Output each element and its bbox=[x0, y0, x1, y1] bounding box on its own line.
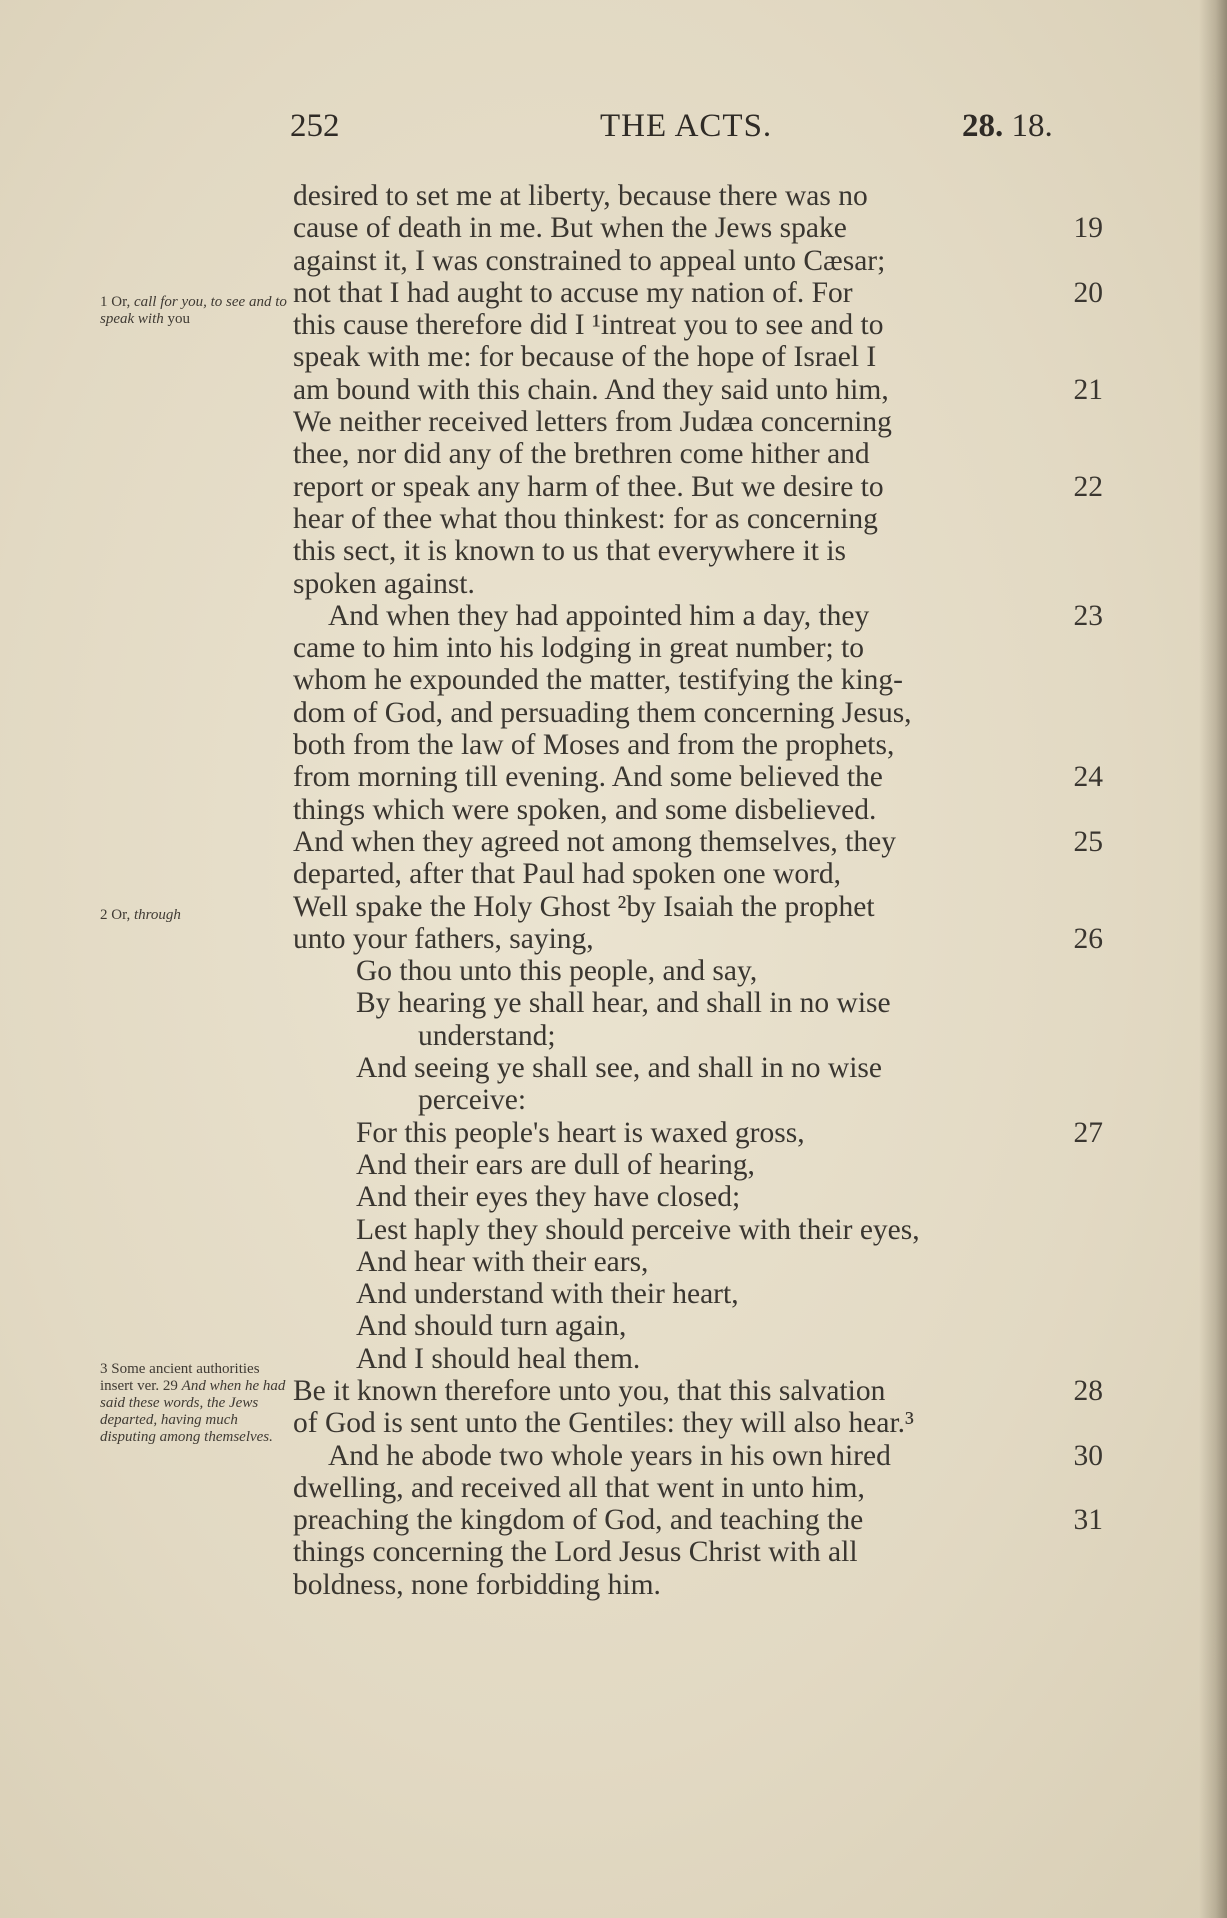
line-text: dwelling, and received all that went in unto him, bbox=[293, 1471, 865, 1504]
text-line bbox=[293, 568, 1103, 600]
line-text: And hear with their ears, bbox=[356, 1245, 649, 1278]
line-text: And he abode two whole years in his own hired bbox=[328, 1439, 891, 1472]
text-line bbox=[293, 1020, 1103, 1052]
verse-marker: 26 bbox=[1073, 922, 1103, 955]
text-line bbox=[293, 1278, 1103, 1310]
line-text: whom he expounded the matter, testifying the king- bbox=[293, 664, 903, 697]
line-text: thee, nor did any of the brethren come hither and bbox=[293, 438, 870, 471]
text-line bbox=[293, 1343, 1103, 1375]
line-text: hear of thee what thou thinkest: for as concerning bbox=[293, 502, 878, 535]
margin-note-2: 2 Or, through bbox=[100, 907, 181, 923]
text-line bbox=[293, 180, 1103, 212]
line-text: And should turn again, bbox=[356, 1310, 627, 1343]
line-text: dom of God, and persuading them concerning Jesus, bbox=[293, 696, 912, 729]
book-title: THE ACTS. bbox=[600, 108, 773, 144]
line-text: preaching the kingdom of God, and teaching the bbox=[293, 1504, 864, 1537]
line-text: this sect, it is known to us that everywhere it is bbox=[293, 535, 847, 568]
line-text: cause of death in me. But when the Jews spake bbox=[293, 212, 847, 245]
text-line bbox=[293, 1084, 1103, 1116]
verse-marker: 20 bbox=[1073, 276, 1103, 309]
text-line bbox=[293, 794, 1103, 826]
line-text: Be it known therefore unto you, that this salvation bbox=[293, 1374, 886, 1407]
verse-marker: 30 bbox=[1073, 1439, 1103, 1472]
verse-number: 18. bbox=[1011, 108, 1053, 144]
chapter-verse-ref bbox=[962, 108, 1053, 145]
text-line bbox=[293, 535, 1103, 567]
text-line bbox=[293, 1407, 1103, 1439]
line-text: Go thou unto this people, and say, bbox=[356, 955, 758, 988]
line-text: not that I had aught to accuse my nation of. For bbox=[293, 276, 853, 309]
text-line bbox=[293, 277, 1103, 309]
text-line bbox=[293, 1504, 1103, 1536]
margin-note-3: 3 Some ancient authorities insert ver. 29 And when he had said these words, the Jews departed, having much disputing among themselves. bbox=[100, 1361, 286, 1445]
text-line bbox=[293, 309, 1103, 341]
verse-marker: 31 bbox=[1073, 1504, 1103, 1537]
text-line bbox=[293, 438, 1103, 470]
line-text: desired to set me at liberty, because there was no bbox=[293, 180, 868, 212]
line-text: speak with me: for because of the hope of Israel I bbox=[293, 341, 877, 374]
text-line bbox=[293, 729, 1103, 761]
text-line bbox=[293, 632, 1103, 664]
verse-marker: 21 bbox=[1073, 373, 1103, 406]
page-edge-shadow bbox=[1199, 0, 1227, 1918]
text-line bbox=[293, 1117, 1103, 1149]
line-text: departed, after that Paul had spoken one word, bbox=[293, 858, 842, 891]
text-line bbox=[293, 374, 1103, 406]
chapter-number: 28. bbox=[962, 108, 1004, 144]
text-line bbox=[293, 1375, 1103, 1407]
text-line bbox=[293, 923, 1103, 955]
line-text: report or speak any harm of thee. But we desire to bbox=[293, 470, 884, 503]
text-line bbox=[293, 1214, 1103, 1246]
text-line bbox=[293, 1472, 1103, 1504]
text-line bbox=[293, 503, 1103, 535]
margin-note-1: 1 Or, call for you, to see and to speak with you bbox=[100, 294, 287, 327]
line-text: And when they had appointed him a day, they bbox=[328, 599, 870, 632]
text-line bbox=[293, 212, 1103, 244]
line-text: things which were spoken, and some disbelieved. bbox=[293, 793, 877, 826]
verse-marker: 27 bbox=[1073, 1116, 1103, 1149]
line-text: Lest haply they should perceive with their eyes, bbox=[356, 1213, 920, 1246]
line-text: from morning till evening. And some believed the bbox=[293, 761, 883, 794]
text-line bbox=[293, 341, 1103, 373]
line-text: boldness, none forbidding him. bbox=[293, 1568, 661, 1601]
text-line bbox=[293, 955, 1103, 987]
line-text: We neither received letters from Judæa concerning bbox=[293, 406, 892, 439]
line-text: And understand with their heart, bbox=[356, 1278, 739, 1311]
line-text: against it, I was constrained to appeal unto Cæsar; bbox=[293, 244, 886, 277]
verse-marker: 22 bbox=[1073, 470, 1103, 503]
running-header bbox=[0, 108, 1227, 148]
text-line bbox=[293, 664, 1103, 696]
line-text: understand; bbox=[418, 1019, 556, 1052]
text-line bbox=[293, 1149, 1103, 1181]
text-line bbox=[293, 1569, 1103, 1601]
line-text: And their eyes they have closed; bbox=[356, 1181, 741, 1214]
line-text: of God is sent unto the Gentiles: they will also hear.³ bbox=[293, 1407, 914, 1440]
line-text: And seeing ye shall see, and shall in no wise bbox=[356, 1052, 882, 1085]
text-line bbox=[293, 697, 1103, 729]
line-text: came to him into his lodging in great number; to bbox=[293, 632, 865, 665]
verse-marker: 19 bbox=[1073, 212, 1103, 245]
line-text: For this people's heart is waxed gross, bbox=[356, 1116, 805, 1149]
line-text: By hearing ye shall hear, and shall in no wise bbox=[356, 987, 891, 1020]
text-line bbox=[293, 987, 1103, 1019]
text-line bbox=[293, 406, 1103, 438]
text-line bbox=[293, 891, 1103, 923]
text-line bbox=[293, 1310, 1103, 1342]
line-text: am bound with this chain. And they said unto him, bbox=[293, 373, 889, 406]
main-text bbox=[293, 180, 1103, 1601]
line-text: both from the law of Moses and from the prophets, bbox=[293, 729, 895, 762]
line-text: this cause therefore did I ¹intreat you to see and to bbox=[293, 309, 884, 342]
text-line bbox=[293, 245, 1103, 277]
verse-marker: 25 bbox=[1073, 825, 1103, 858]
text-line bbox=[293, 1181, 1103, 1213]
text-line bbox=[293, 1052, 1103, 1084]
verse-marker: 24 bbox=[1073, 761, 1103, 794]
text-line bbox=[293, 1440, 1103, 1472]
text-line bbox=[293, 1536, 1103, 1568]
text-line bbox=[293, 761, 1103, 793]
page-number: 252 bbox=[290, 108, 340, 144]
line-text: things concerning the Lord Jesus Christ with all bbox=[293, 1536, 858, 1569]
text-line bbox=[293, 858, 1103, 890]
line-text: And I should heal them. bbox=[356, 1342, 641, 1375]
verse-marker: 23 bbox=[1073, 599, 1103, 632]
line-text: Well spake the Holy Ghost ²by Isaiah the prophet bbox=[293, 890, 875, 923]
line-text: perceive: bbox=[418, 1084, 527, 1117]
line-text: And when they agreed not among themselves, they bbox=[293, 825, 896, 858]
text-line bbox=[293, 1246, 1103, 1278]
line-text: spoken against. bbox=[293, 567, 475, 600]
text-line bbox=[293, 471, 1103, 503]
line-text: unto your fathers, saying, bbox=[293, 922, 594, 955]
verse-marker: 28 bbox=[1073, 1374, 1103, 1407]
text-line bbox=[293, 826, 1103, 858]
text-line bbox=[293, 600, 1103, 632]
line-text: And their ears are dull of hearing, bbox=[356, 1148, 755, 1181]
